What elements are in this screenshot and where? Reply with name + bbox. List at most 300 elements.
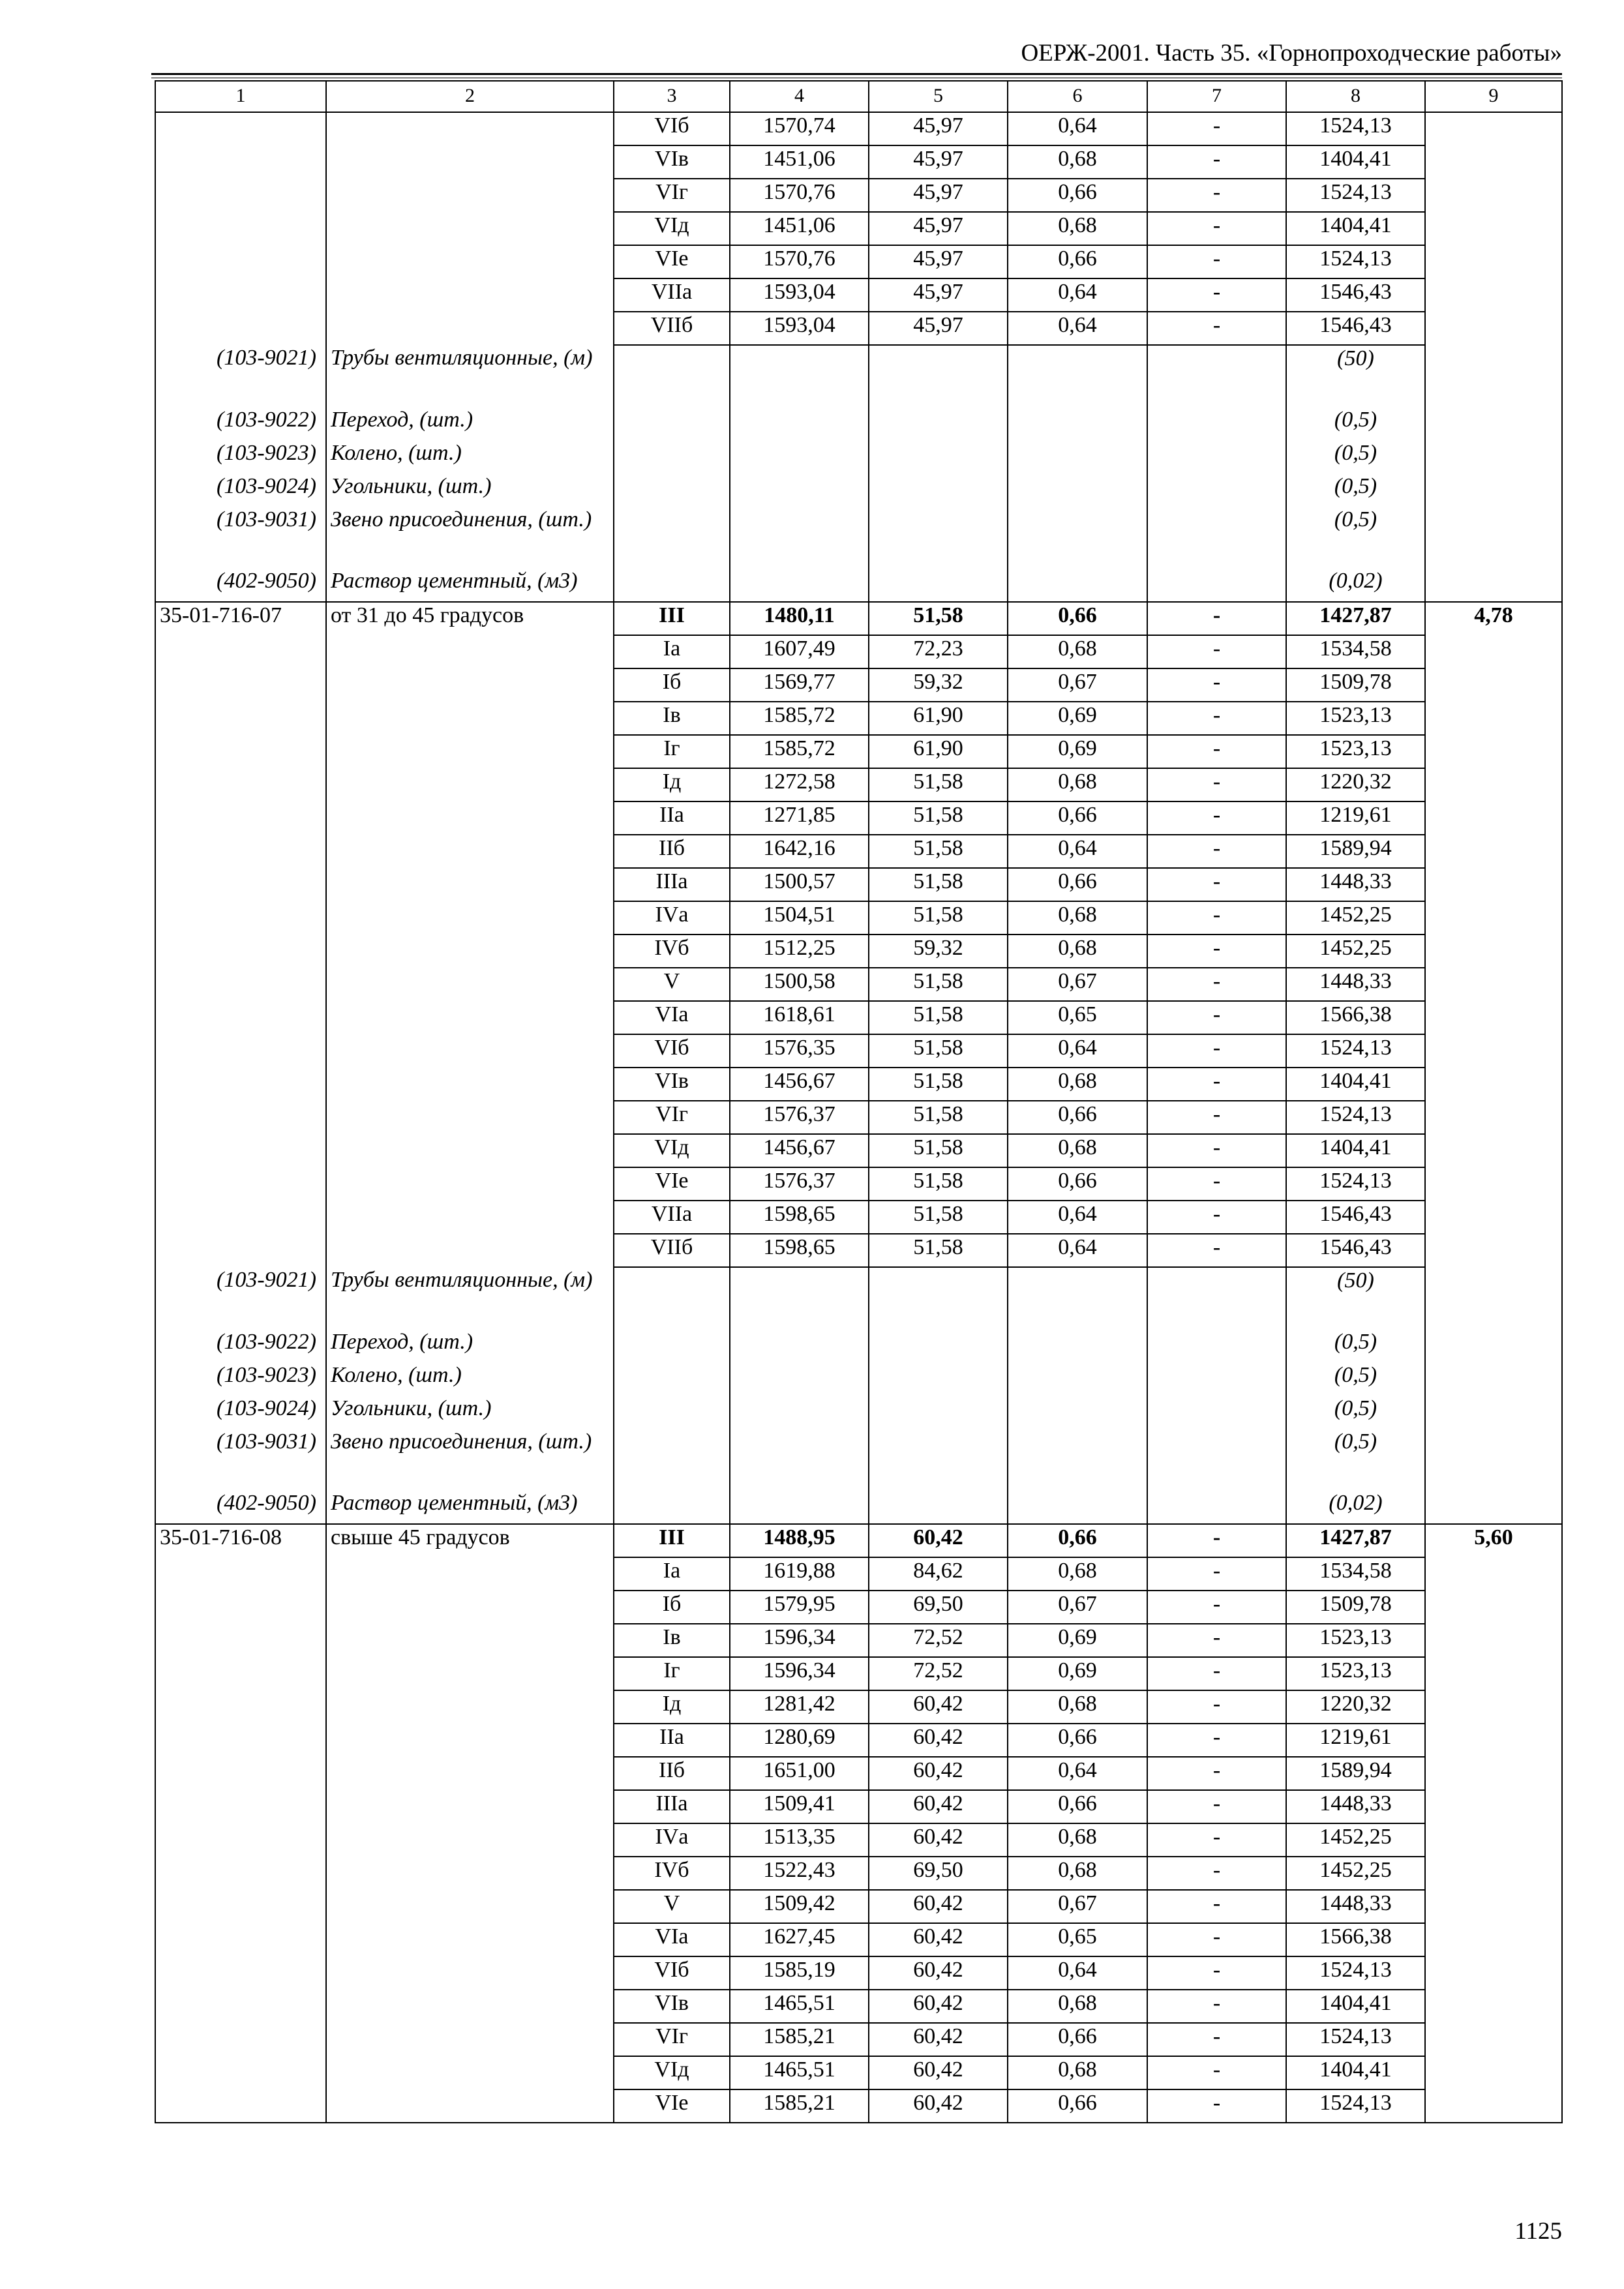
materials-cell: (0,02)	[1286, 1490, 1425, 1524]
rate-row	[155, 1857, 1562, 1890]
materials-cell: 1524,13	[1286, 2089, 1425, 2123]
machinist-wages-cell: -	[1147, 1690, 1286, 1724]
machines-cell: 0,68	[1008, 2056, 1147, 2089]
zone-cell: VIд	[614, 212, 730, 245]
machinist-wages-cell: -	[1147, 768, 1286, 801]
zone-cell: VIб	[614, 1034, 730, 1068]
materials-cell: 1404,41	[1286, 212, 1425, 245]
zone-cell	[614, 1329, 730, 1362]
machinist-wages-cell: -	[1147, 2023, 1286, 2056]
rate-row	[155, 1101, 1562, 1134]
machinist-wages-cell	[1147, 1362, 1286, 1396]
column-number: 3	[614, 81, 730, 112]
rate-row	[155, 1167, 1562, 1201]
zone-cell: Iг	[614, 1657, 730, 1690]
rate-row	[155, 1624, 1562, 1657]
zone-cell: IIIа	[614, 868, 730, 901]
wages-cell	[869, 1396, 1008, 1429]
description-cell: Колено, (шт.)	[326, 1362, 614, 1396]
machinist-wages-cell: -	[1147, 735, 1286, 768]
total-cost-cell	[730, 507, 869, 568]
zone-cell: Iв	[614, 1624, 730, 1657]
wages-cell	[869, 1329, 1008, 1362]
code-cell	[155, 112, 326, 145]
wages-cell	[869, 473, 1008, 507]
zone-cell: VIг	[614, 2023, 730, 2056]
materials-cell: 1452,25	[1286, 1823, 1425, 1857]
total-cost-cell: 1596,34	[730, 1657, 869, 1690]
labor-cell	[1425, 835, 1562, 868]
description-cell	[326, 801, 614, 835]
machinist-wages-cell: -	[1147, 1167, 1286, 1201]
material-row	[155, 507, 1562, 568]
labor-cell	[1425, 1234, 1562, 1267]
zone-cell: IVб	[614, 1857, 730, 1890]
materials-cell: 1219,61	[1286, 1724, 1425, 1757]
labor-cell	[1425, 1690, 1562, 1724]
description-cell	[326, 1990, 614, 2023]
total-cost-cell: 1576,37	[730, 1167, 869, 1201]
materials-cell: 1509,78	[1286, 1591, 1425, 1624]
zone-cell: IIIа	[614, 1790, 730, 1823]
labor-cell: 4,78	[1425, 602, 1562, 635]
materials-cell: 1404,41	[1286, 2056, 1425, 2089]
total-cost-cell: 1488,95	[730, 1524, 869, 1557]
rate-row	[155, 1201, 1562, 1234]
rate-row	[155, 245, 1562, 278]
wages-cell: 72,52	[869, 1657, 1008, 1690]
total-cost-cell: 1569,77	[730, 668, 869, 702]
zone-cell: IVа	[614, 901, 730, 935]
code-cell	[155, 179, 326, 212]
machines-cell: 0,66	[1008, 602, 1147, 635]
labor-cell	[1425, 1757, 1562, 1790]
materials-cell: 1452,25	[1286, 1857, 1425, 1890]
machinist-wages-cell: -	[1147, 1101, 1286, 1134]
materials-cell: (0,5)	[1286, 1362, 1425, 1396]
machinist-wages-cell: -	[1147, 1790, 1286, 1823]
rate-row	[155, 1990, 1562, 2023]
code-cell	[155, 2089, 326, 2123]
machinist-wages-cell	[1147, 1429, 1286, 1490]
code-cell	[155, 1757, 326, 1790]
table-body	[155, 112, 1562, 2123]
rate-row	[155, 1068, 1562, 1101]
materials-cell: (0,02)	[1286, 568, 1425, 602]
machines-cell: 0,66	[1008, 1724, 1147, 1757]
total-cost-cell: 1504,51	[730, 901, 869, 935]
zone-cell: VIв	[614, 1068, 730, 1101]
zone-cell: VIв	[614, 1990, 730, 2023]
code-cell	[155, 901, 326, 935]
zone-cell: VIIб	[614, 312, 730, 345]
rate-row	[155, 901, 1562, 935]
code-cell: (103-9023)	[155, 440, 326, 473]
zone-cell: VIд	[614, 2056, 730, 2089]
description-cell	[326, 868, 614, 901]
code-cell	[155, 968, 326, 1001]
machinist-wages-cell: -	[1147, 602, 1286, 635]
code-cell	[155, 1201, 326, 1234]
wages-cell	[869, 1362, 1008, 1396]
machinist-wages-cell: -	[1147, 145, 1286, 179]
machines-cell	[1008, 1267, 1147, 1329]
machines-cell: 0,66	[1008, 1101, 1147, 1134]
materials-cell: 1219,61	[1286, 801, 1425, 835]
wages-cell: 60,42	[869, 2089, 1008, 2123]
zone-cell: IIа	[614, 801, 730, 835]
labor-cell	[1425, 212, 1562, 245]
code-cell	[155, 1234, 326, 1267]
machines-cell: 0,68	[1008, 1068, 1147, 1101]
materials-cell: 1523,13	[1286, 1657, 1425, 1690]
description-cell: Переход, (шт.)	[326, 1329, 614, 1362]
rate-row	[155, 1034, 1562, 1068]
materials-cell: 1524,13	[1286, 2023, 1425, 2056]
machines-cell: 0,67	[1008, 968, 1147, 1001]
description-cell: Угольники, (шт.)	[326, 1396, 614, 1429]
labor-cell	[1425, 278, 1562, 312]
rate-row	[155, 1591, 1562, 1624]
machinist-wages-cell: -	[1147, 1923, 1286, 1956]
materials-cell: 1524,13	[1286, 1956, 1425, 1990]
labor-cell	[1425, 735, 1562, 768]
wages-cell	[869, 507, 1008, 568]
total-cost-cell: 1456,67	[730, 1068, 869, 1101]
materials-cell: 1404,41	[1286, 1068, 1425, 1101]
total-cost-cell: 1619,88	[730, 1557, 869, 1591]
description-cell	[326, 1557, 614, 1591]
code-cell	[155, 1034, 326, 1068]
code-cell: (103-9021)	[155, 1267, 326, 1329]
description-cell	[326, 1890, 614, 1923]
labor-cell	[1425, 112, 1562, 145]
labor-cell	[1425, 1429, 1562, 1490]
rate-row	[155, 1823, 1562, 1857]
total-cost-cell: 1512,25	[730, 935, 869, 968]
zone-cell: VIе	[614, 1167, 730, 1201]
labor-cell	[1425, 1724, 1562, 1757]
description-cell	[326, 2056, 614, 2089]
total-cost-cell: 1500,58	[730, 968, 869, 1001]
rate-row	[155, 179, 1562, 212]
machines-cell: 0,65	[1008, 1923, 1147, 1956]
wages-cell: 51,58	[869, 602, 1008, 635]
description-cell: Звено присоединения, (шт.)	[326, 1429, 614, 1490]
zone-cell: VIг	[614, 179, 730, 212]
total-cost-cell: 1451,06	[730, 212, 869, 245]
labor-cell	[1425, 568, 1562, 602]
rate-row	[155, 112, 1562, 145]
code-cell: 35-01-716-07	[155, 602, 326, 635]
materials-cell: 1524,13	[1286, 1034, 1425, 1068]
code-cell	[155, 1167, 326, 1201]
wages-cell: 59,32	[869, 668, 1008, 702]
page-header-title: ОЕРЖ-2001. Часть 35. «Горнопроходческие работы»	[1021, 40, 1562, 67]
materials-cell: 1523,13	[1286, 1624, 1425, 1657]
machines-cell: 0,69	[1008, 1624, 1147, 1657]
description-cell: от 31 до 45 градусов	[326, 602, 614, 635]
rate-row	[155, 868, 1562, 901]
machinist-wages-cell	[1147, 407, 1286, 440]
wages-cell: 45,97	[869, 179, 1008, 212]
total-cost-cell: 1598,65	[730, 1234, 869, 1267]
machinist-wages-cell: -	[1147, 1524, 1286, 1557]
rate-row	[155, 1757, 1562, 1790]
total-cost-cell	[730, 1362, 869, 1396]
materials-cell: (0,5)	[1286, 1329, 1425, 1362]
wages-cell: 84,62	[869, 1557, 1008, 1591]
wages-cell: 60,42	[869, 1823, 1008, 1857]
description-cell	[326, 1624, 614, 1657]
wages-cell: 69,50	[869, 1591, 1008, 1624]
code-cell	[155, 668, 326, 702]
labor-cell	[1425, 1101, 1562, 1134]
machines-cell: 0,69	[1008, 735, 1147, 768]
description-cell	[326, 1690, 614, 1724]
zone-cell	[614, 440, 730, 473]
description-cell	[326, 668, 614, 702]
material-row	[155, 1362, 1562, 1396]
labor-cell	[1425, 2056, 1562, 2089]
description-cell	[326, 1001, 614, 1034]
machines-cell	[1008, 473, 1147, 507]
code-cell	[155, 1001, 326, 1034]
code-cell	[155, 868, 326, 901]
rate-row	[155, 312, 1562, 345]
wages-cell: 45,97	[869, 112, 1008, 145]
machinist-wages-cell: -	[1147, 1956, 1286, 1990]
materials-cell: 1220,32	[1286, 768, 1425, 801]
wages-cell: 60,42	[869, 1757, 1008, 1790]
description-cell	[326, 1790, 614, 1823]
labor-cell	[1425, 473, 1562, 507]
code-cell	[155, 278, 326, 312]
rate-row	[155, 968, 1562, 1001]
description-cell: Раствор цементный, (м3)	[326, 1490, 614, 1524]
code-cell: (402-9050)	[155, 1490, 326, 1524]
materials-cell: 1427,87	[1286, 602, 1425, 635]
machinist-wages-cell: -	[1147, 635, 1286, 668]
material-row	[155, 345, 1562, 407]
wages-cell: 60,42	[869, 1956, 1008, 1990]
materials-cell: 1509,78	[1286, 668, 1425, 702]
zone-cell: Iв	[614, 702, 730, 735]
zone-cell: III	[614, 602, 730, 635]
materials-cell: 1589,94	[1286, 835, 1425, 868]
zone-cell: VIв	[614, 145, 730, 179]
machinist-wages-cell: -	[1147, 835, 1286, 868]
machinist-wages-cell	[1147, 568, 1286, 602]
zone-cell	[614, 345, 730, 407]
materials-cell: 1546,43	[1286, 278, 1425, 312]
rate-row	[155, 145, 1562, 179]
labor-cell	[1425, 407, 1562, 440]
total-cost-cell	[730, 473, 869, 507]
labor-cell: 5,60	[1425, 1524, 1562, 1557]
wages-cell: 60,42	[869, 1690, 1008, 1724]
total-cost-cell: 1509,42	[730, 1890, 869, 1923]
total-cost-cell: 1593,04	[730, 312, 869, 345]
description-cell	[326, 1657, 614, 1690]
machines-cell: 0,66	[1008, 2089, 1147, 2123]
column-number-row	[155, 81, 1562, 112]
material-row	[155, 1329, 1562, 1362]
machinist-wages-cell: -	[1147, 901, 1286, 935]
total-cost-cell: 1585,72	[730, 702, 869, 735]
machinist-wages-cell	[1147, 473, 1286, 507]
machines-cell: 0,68	[1008, 145, 1147, 179]
machines-cell: 0,68	[1008, 935, 1147, 968]
machines-cell	[1008, 1490, 1147, 1524]
machinist-wages-cell: -	[1147, 801, 1286, 835]
rate-row	[155, 1724, 1562, 1757]
wages-cell: 51,58	[869, 1201, 1008, 1234]
wages-cell: 51,58	[869, 835, 1008, 868]
description-cell	[326, 278, 614, 312]
labor-cell	[1425, 1557, 1562, 1591]
total-cost-cell: 1465,51	[730, 1990, 869, 2023]
total-cost-cell: 1509,41	[730, 1790, 869, 1823]
machinist-wages-cell: -	[1147, 278, 1286, 312]
column-number: 8	[1286, 81, 1425, 112]
machines-cell	[1008, 345, 1147, 407]
wages-cell: 69,50	[869, 1857, 1008, 1890]
total-cost-cell: 1576,37	[730, 1101, 869, 1134]
machinist-wages-cell: -	[1147, 2089, 1286, 2123]
materials-cell: 1589,94	[1286, 1757, 1425, 1790]
total-cost-cell: 1618,61	[730, 1001, 869, 1034]
labor-cell	[1425, 1267, 1562, 1329]
machines-cell: 0,66	[1008, 2023, 1147, 2056]
total-cost-cell	[730, 407, 869, 440]
material-row	[155, 440, 1562, 473]
machines-cell: 0,64	[1008, 312, 1147, 345]
labor-cell	[1425, 1201, 1562, 1234]
description-cell	[326, 1134, 614, 1167]
description-cell	[326, 1591, 614, 1624]
machines-cell: 0,67	[1008, 1591, 1147, 1624]
labor-cell	[1425, 507, 1562, 568]
zone-cell: IVб	[614, 935, 730, 968]
labor-cell	[1425, 345, 1562, 407]
wages-cell: 59,32	[869, 935, 1008, 968]
description-cell	[326, 835, 614, 868]
machinist-wages-cell: -	[1147, 2056, 1286, 2089]
column-number: 2	[326, 81, 614, 112]
zone-cell: IIб	[614, 1757, 730, 1790]
rate-row	[155, 635, 1562, 668]
machines-cell	[1008, 1362, 1147, 1396]
material-row	[155, 1490, 1562, 1524]
wages-cell: 51,58	[869, 1001, 1008, 1034]
machinist-wages-cell: -	[1147, 1201, 1286, 1234]
wages-cell: 60,42	[869, 1524, 1008, 1557]
materials-cell: (50)	[1286, 345, 1425, 407]
code-cell	[155, 635, 326, 668]
wages-cell: 60,42	[869, 1724, 1008, 1757]
materials-cell: 1448,33	[1286, 868, 1425, 901]
materials-cell: 1566,38	[1286, 1001, 1425, 1034]
labor-cell	[1425, 179, 1562, 212]
machinist-wages-cell: -	[1147, 245, 1286, 278]
zone-cell: V	[614, 968, 730, 1001]
wages-cell: 45,97	[869, 145, 1008, 179]
description-cell	[326, 635, 614, 668]
machinist-wages-cell	[1147, 507, 1286, 568]
zone-cell: VIд	[614, 1134, 730, 1167]
labor-cell	[1425, 440, 1562, 473]
description-cell	[326, 735, 614, 768]
wages-cell: 72,52	[869, 1624, 1008, 1657]
zone-cell: Iд	[614, 1690, 730, 1724]
description-cell	[326, 702, 614, 735]
wages-cell: 51,58	[869, 1034, 1008, 1068]
machines-cell: 0,64	[1008, 1201, 1147, 1234]
machinist-wages-cell	[1147, 1329, 1286, 1362]
zone-cell	[614, 1429, 730, 1490]
rate-row	[155, 1790, 1562, 1823]
wages-cell: 60,42	[869, 1790, 1008, 1823]
materials-cell: 1546,43	[1286, 1234, 1425, 1267]
wages-cell: 51,58	[869, 1234, 1008, 1267]
zone-cell	[614, 568, 730, 602]
wages-cell	[869, 1429, 1008, 1490]
materials-cell: 1404,41	[1286, 1134, 1425, 1167]
wages-cell: 51,58	[869, 801, 1008, 835]
wages-cell	[869, 407, 1008, 440]
machines-cell: 0,67	[1008, 1890, 1147, 1923]
rate-row	[155, 935, 1562, 968]
zone-cell: VIе	[614, 2089, 730, 2123]
code-cell: (103-9024)	[155, 473, 326, 507]
machines-cell	[1008, 1329, 1147, 1362]
labor-cell	[1425, 1823, 1562, 1857]
description-cell	[326, 901, 614, 935]
wages-cell: 51,58	[869, 768, 1008, 801]
machinist-wages-cell: -	[1147, 179, 1286, 212]
code-cell: (103-9022)	[155, 1329, 326, 1362]
total-cost-cell: 1281,42	[730, 1690, 869, 1724]
machinist-wages-cell	[1147, 1267, 1286, 1329]
machines-cell: 0,66	[1008, 245, 1147, 278]
rate-row	[155, 2089, 1562, 2123]
wages-cell: 60,42	[869, 1923, 1008, 1956]
wages-cell	[869, 345, 1008, 407]
machines-cell: 0,68	[1008, 1690, 1147, 1724]
labor-cell	[1425, 1396, 1562, 1429]
machines-cell: 0,64	[1008, 1034, 1147, 1068]
machinist-wages-cell: -	[1147, 1990, 1286, 2023]
code-cell	[155, 768, 326, 801]
rate-row	[155, 2056, 1562, 2089]
wages-cell: 60,42	[869, 1990, 1008, 2023]
machines-cell: 0,66	[1008, 1167, 1147, 1201]
labor-cell	[1425, 1790, 1562, 1823]
machinist-wages-cell: -	[1147, 1001, 1286, 1034]
machinist-wages-cell: -	[1147, 1034, 1286, 1068]
description-cell: Раствор цементный, (м3)	[326, 568, 614, 602]
wages-cell: 51,58	[869, 868, 1008, 901]
machines-cell: 0,66	[1008, 1524, 1147, 1557]
machines-cell: 0,68	[1008, 1134, 1147, 1167]
total-cost-cell	[730, 1267, 869, 1329]
description-cell: Угольники, (шт.)	[326, 473, 614, 507]
machinist-wages-cell: -	[1147, 1757, 1286, 1790]
machinist-wages-cell: -	[1147, 935, 1286, 968]
code-cell	[155, 1557, 326, 1591]
labor-cell	[1425, 1034, 1562, 1068]
